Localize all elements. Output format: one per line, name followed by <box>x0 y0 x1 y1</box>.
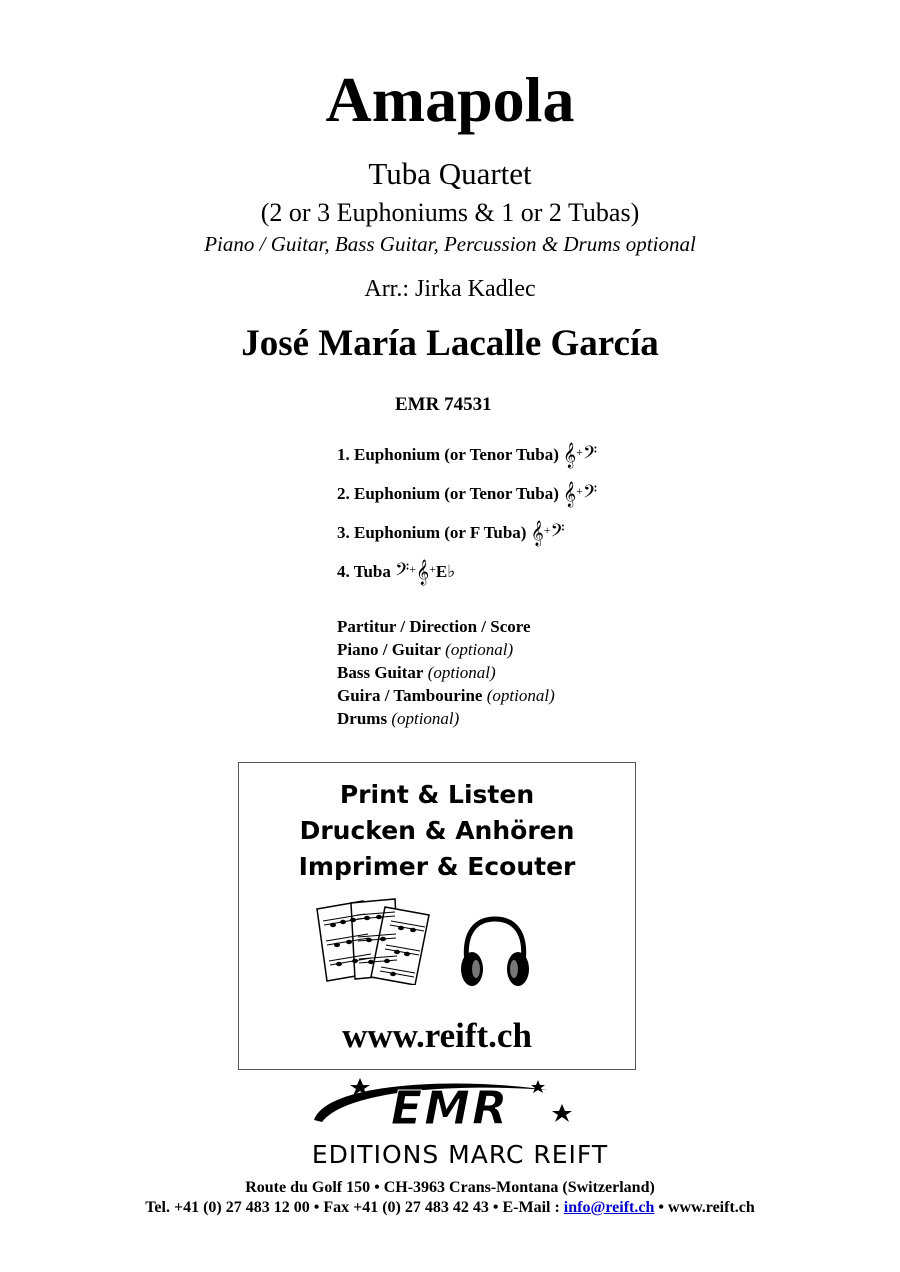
bass-clef-icon: 𝄢 <box>582 482 598 507</box>
treble-clef-icon: 𝄞 <box>416 560 430 585</box>
plus-sign: + <box>576 484 583 498</box>
subtitle: Tuba Quartet <box>368 156 532 191</box>
headphones-icon <box>455 913 535 991</box>
extra-part-item <box>337 707 459 730</box>
part-label: 3. Euphonium (or F Tuba) <box>337 523 527 542</box>
bass-clef-icon: 𝄢 <box>550 521 565 546</box>
instrumentation: (2 or 3 Euphoniums & 1 or 2 Tubas) <box>260 198 640 227</box>
email-link[interactable]: info@reift.ch <box>563 1199 655 1216</box>
title: Amapola <box>325 64 575 135</box>
plus-sign: + <box>543 523 551 537</box>
plus-sign: + <box>429 562 436 576</box>
arranger: Arr.: Jirka Kadlec <box>364 276 536 302</box>
extra-part-name: Piano / Guitar <box>337 640 441 659</box>
promo-line-english: Print & Listen <box>339 780 535 809</box>
contact-website: • www.reift.ch <box>654 1199 755 1216</box>
extra-part-note: (optional) <box>486 686 555 705</box>
publisher-address: Route du Golf 150 • CH-3963 Crans-Montana (Switzerland) <box>245 1179 655 1196</box>
treble-clef-icon: 𝄞 <box>530 521 544 546</box>
promo-line-french: Imprimer & Ecouter <box>298 852 576 881</box>
extra-part-name: Guira / Tambourine <box>337 686 483 705</box>
part-item <box>337 558 455 584</box>
plus-sign: + <box>576 445 583 459</box>
extra-part-note: (optional) <box>391 709 460 728</box>
promo-line-german: Drucken & Anhören <box>299 816 575 845</box>
extra-part-note: (optional) <box>427 663 496 682</box>
bass-clef-icon: 𝄢 <box>582 443 598 468</box>
emr-logo <box>300 1076 590 1140</box>
sheet-music-icon <box>311 895 441 985</box>
composer: José María Lacalle García <box>241 323 659 364</box>
extra-part-note: (optional) <box>445 640 514 659</box>
extra-part-item <box>337 638 513 661</box>
extra-part-name: Partitur / Direction / Score <box>337 617 531 636</box>
part-item <box>337 519 565 545</box>
part-label: 2. Euphonium (or Tenor Tuba) <box>337 484 559 503</box>
publisher-name: EDITIONS MARC REIFT <box>311 1140 609 1169</box>
extra-part-item <box>337 615 531 638</box>
treble-clef-icon: 𝄞 <box>563 443 577 468</box>
publisher-contact <box>0 1198 900 1218</box>
part-label: 1. Euphonium (or Tenor Tuba) <box>337 445 559 464</box>
part-item <box>337 480 597 506</box>
part-label: 4. Tuba <box>337 562 391 581</box>
optional-instruments-line: Piano / Guitar, Bass Guitar, Percussion & Drums optional <box>204 232 696 256</box>
extra-part-name: Drums <box>337 709 388 728</box>
bass-clef-icon: 𝄢 <box>395 560 410 585</box>
print-listen-box <box>238 762 636 1070</box>
catalog-number: EMR 74531 <box>395 394 492 415</box>
extra-part-name: Bass Guitar <box>337 663 424 682</box>
eb-key-label: E♭ <box>435 562 456 581</box>
emr-logo-text: EMR <box>390 1081 510 1135</box>
website-url[interactable]: www.reift.ch <box>342 1016 532 1055</box>
extra-part-item <box>337 684 555 707</box>
treble-clef-icon: 𝄞 <box>563 482 577 507</box>
plus-sign: + <box>409 562 417 576</box>
extra-part-item <box>337 661 496 684</box>
contact-phone-fax: Tel. +41 (0) 27 483 12 00 • Fax +41 (0) 27 483 42 43 • E-Mail : <box>145 1199 564 1216</box>
part-item <box>337 441 597 467</box>
